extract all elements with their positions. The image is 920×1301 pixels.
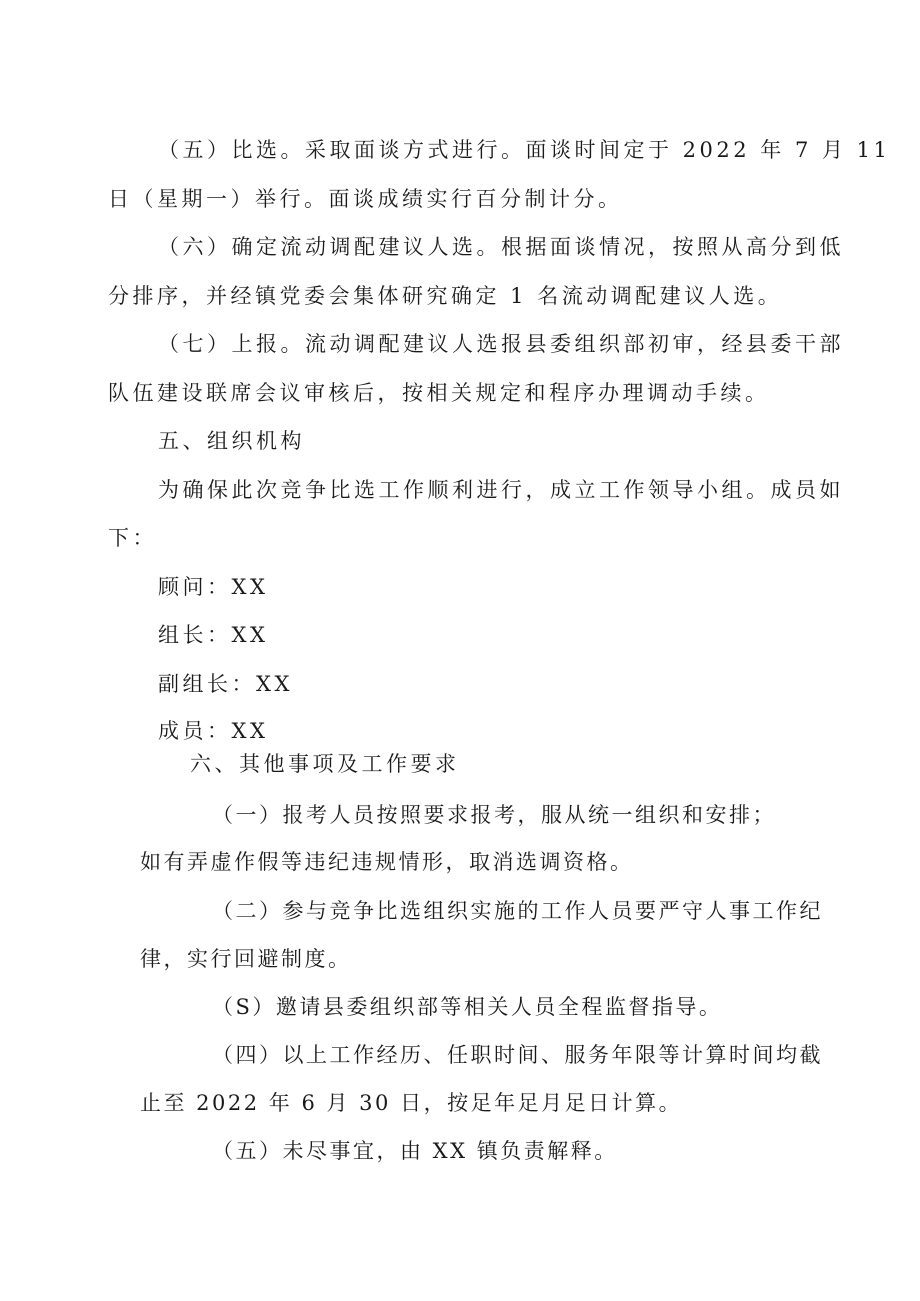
para-6-line-2: 分排序，并经镇党委会集体研究确定 1 名流动调配建议人选。: [108, 284, 783, 308]
section-6-item-3: （S）邀请县委组织部等相关人员全程监督指导。: [212, 995, 723, 1019]
member-deputy-leader: 副组长：XX: [158, 672, 293, 696]
section-6-item-4-line-1: （四）以上工作经历、任职时间、服务年限等计算时间均截: [212, 1043, 823, 1067]
member-advisor: 顾问：XX: [158, 575, 269, 599]
para-7-line-2: 队伍建设联席会议审核后，按相关规定和程序办理调动手续。: [108, 381, 770, 405]
para-5-line-1: （五）比选。采取面谈方式进行。面谈时间定于 2022 年 7 月 11: [158, 138, 891, 162]
section-6-item-1-line-1: （一）报考人员按照要求报考，服从统一组织和安排；: [212, 803, 776, 827]
para-7-line-1: （七）上报。流动调配建议人选报县委组织部初审，经县委干部: [158, 332, 844, 356]
member-leader: 组长：XX: [158, 623, 269, 647]
section-5-intro-line-2: 下：: [108, 526, 157, 550]
section-6-item-1-line-2: 如有弄虚作假等违纪违规情形，取消选调资格。: [140, 850, 634, 874]
member-members: 成员：XX: [158, 719, 269, 743]
section-5-heading: 五、组织机构: [158, 429, 305, 453]
section-6-item-2-line-1: （二）参与竞争比选组织实施的工作人员要严守人事工作纪: [212, 899, 823, 923]
section-6-item-5: （五）未尽事宜，由 XX 镇负责解释。: [212, 1139, 618, 1163]
para-5-line-2: 日（星期一）举行。面谈成绩实行百分制计分。: [108, 187, 623, 211]
section-5-intro-line-1: 为确保此次竞争比选工作顺利进行，成立工作领导小组。成员如: [158, 478, 844, 502]
section-6-item-4-line-2: 止至 2022 年 6 月 30 日，按足年足月足日计算。: [140, 1091, 683, 1115]
para-6-line-1: （六）确定流动调配建议人选。根据面谈情况，按照从高分到低: [158, 235, 844, 259]
section-6-item-2-line-2: 律，实行回避制度。: [140, 947, 352, 971]
section-6-heading: 六、其他事项及工作要求: [190, 752, 460, 776]
